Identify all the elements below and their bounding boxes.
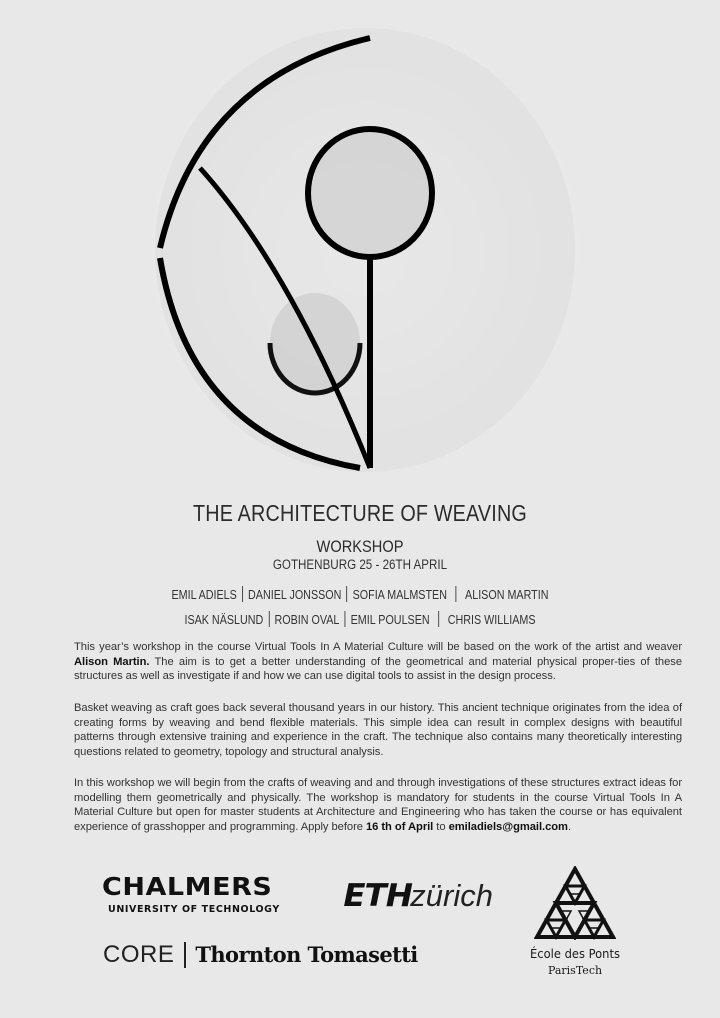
thornton-tomasetti-wordmark: Thornton Tomasetti bbox=[195, 942, 418, 967]
chalmers-wordmark: CHALMERS bbox=[102, 872, 273, 901]
hero-woven-sculpture-image bbox=[140, 18, 590, 483]
event-date-location: GOTHENBURG 25 - 26TH APRIL bbox=[272, 557, 448, 572]
woven-torus-sculpture-icon bbox=[140, 18, 590, 483]
participant-name: EMIL ADIELS bbox=[171, 588, 237, 602]
chalmers-tagline: UNIVERSITY OF TECHNOLOGY bbox=[108, 904, 280, 915]
divider bbox=[347, 586, 348, 602]
paragraph-text: . bbox=[567, 820, 572, 833]
zurich-wordmark: zürich bbox=[410, 878, 493, 913]
paragraph-details bbox=[74, 776, 682, 834]
artist-name: Alison Martin. bbox=[74, 655, 150, 668]
ecole-des-ponts-name: École des Ponts bbox=[530, 946, 620, 961]
eth-wordmark: ETH bbox=[343, 878, 412, 914]
paragraph-text: In this workshop we will begin from the crafts of weaving and and through investigations of these structures extract ideas for modelling them geometrically and physically. The workshop is mandatory for students in the course Virtual Tools In A Material Culture but open for master students at Architecture and Engineering who has taken the course or has equivalent experience of grasshopper and programming. Apply before bbox=[74, 777, 682, 833]
divider bbox=[268, 611, 269, 627]
participant-name: ISAK NÄSLUND bbox=[184, 613, 264, 627]
poster-title: THE ARCHITECTURE OF WEAVING bbox=[193, 500, 527, 526]
core-thornton-tomasetti-logo bbox=[103, 941, 418, 969]
paragraph-text: to bbox=[433, 820, 449, 833]
sierpinski-triangle-icon bbox=[534, 866, 616, 940]
core-wordmark: CORE bbox=[103, 941, 175, 968]
participant-name: DANIEL JONSSON bbox=[248, 588, 342, 602]
paragraph-history: Basket weaving as craft goes back several thousand years in our history. This ancient technique originates from the idea of creating forms by weaving and bend flexible materials. This simple idea can result in complex designs with beautiful patterns through extensive training and experience in the craft. The technique also contains many theoretically interesting questions related to geometry, topology and structural analysis. bbox=[74, 702, 682, 758]
paragraph-text: This year’s workshop in the course Virtual Tools In A Material Culture will be based on the work of the artist and weaver bbox=[74, 641, 682, 653]
participant-name: ALISON MARTIN bbox=[465, 588, 549, 602]
participant-name: SOFIA MALMSTEN bbox=[352, 588, 447, 602]
paragraph-intro bbox=[74, 640, 682, 684]
participants-row-2 bbox=[50, 611, 669, 627]
ecole-des-ponts-logo bbox=[525, 866, 625, 977]
divider bbox=[456, 586, 457, 602]
chalmers-logo bbox=[102, 874, 300, 915]
participants-row-1 bbox=[50, 586, 669, 602]
participant-name: EMIL POULSEN bbox=[350, 613, 430, 627]
poster-subtitle: WORKSHOP bbox=[316, 537, 404, 556]
divider bbox=[242, 586, 243, 602]
contact-email-link[interactable]: emiladiels@gmail.com bbox=[448, 820, 568, 833]
paragraph-text: The aim is to get a better understanding of the geometrical and material physical proper-ties of these structures as well as investigate if and how we can use digital tools to assist in the design process. bbox=[74, 655, 682, 683]
logo-divider bbox=[184, 942, 186, 968]
divider bbox=[345, 611, 346, 627]
deadline-date: 16 th of April bbox=[365, 820, 434, 833]
participant-name: ROBIN OVAL bbox=[274, 613, 340, 627]
eth-zurich-logo bbox=[345, 878, 493, 914]
participant-name: CHRIS WILLIAMS bbox=[447, 613, 536, 627]
paristech-name: ParisTech bbox=[547, 964, 603, 977]
divider bbox=[438, 611, 439, 627]
